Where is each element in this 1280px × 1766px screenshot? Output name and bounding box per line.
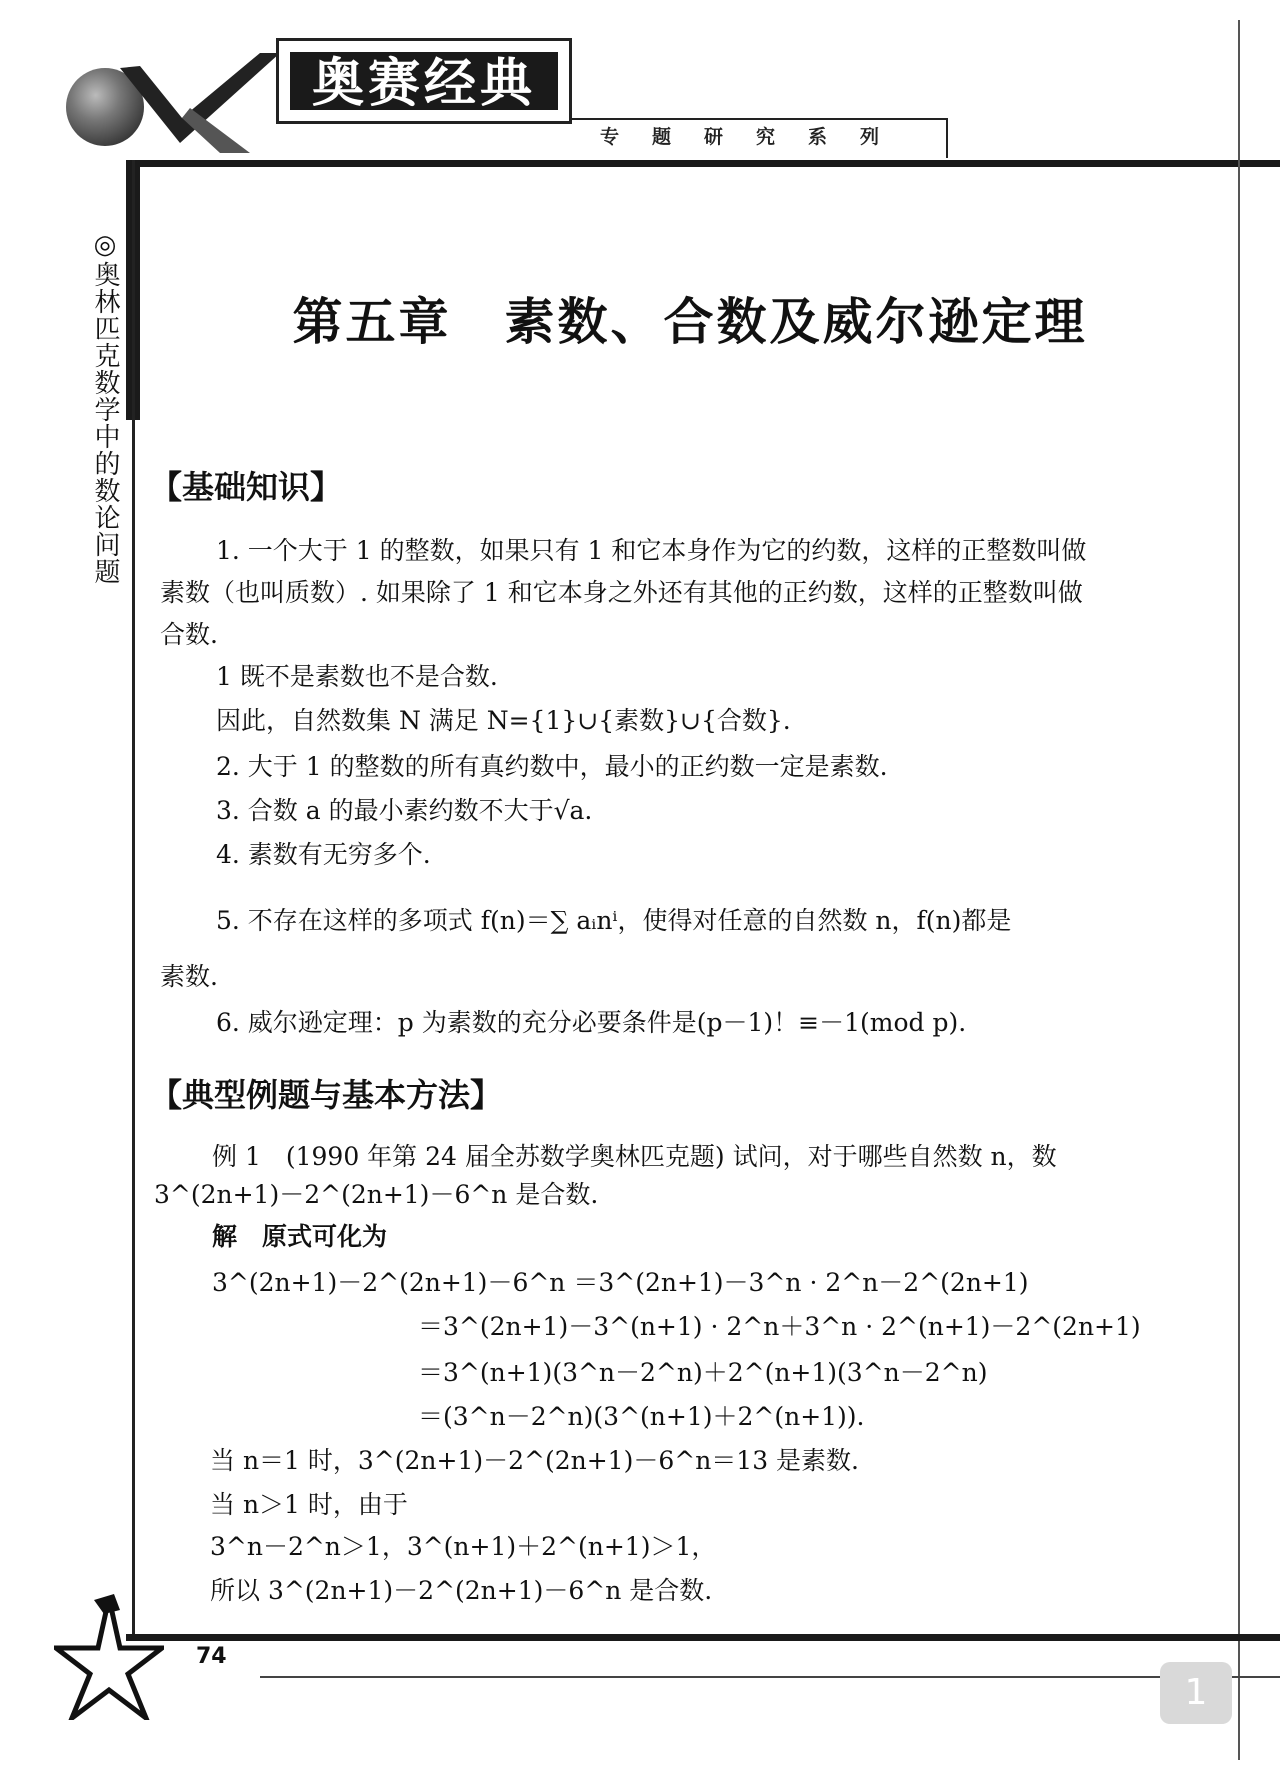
ribbon-icon xyxy=(110,48,290,158)
case-inequality: 3^n－2^n＞1，3^(n+1)＋2^(n+1)＞1， xyxy=(210,1532,717,1561)
case-n-equals-1: 当 n＝1 时，3^(2n+1)－2^(2n+1)－6^n＝13 是素数. xyxy=(210,1446,859,1475)
item-5-line-1: 5. 不存在这样的多项式 f(n)＝∑ aᵢnⁱ，使得对任意的自然数 n，f(n)都是 xyxy=(216,906,1012,935)
solution-label: 解 原式可化为 xyxy=(212,1222,388,1251)
note-2: 因此，自然数集 N 满足 N={1}∪{素数}∪{合数}. xyxy=(216,706,791,735)
example-1-line-2: 3^(2n+1)－2^(2n+1)－6^n 是合数. xyxy=(154,1180,599,1209)
frame-top-rule xyxy=(140,160,1280,167)
note-1: 1 既不是素数也不是合数. xyxy=(216,662,498,691)
item-5-line-2: 素数. xyxy=(160,962,218,991)
section-examples: 【典型例题与基本方法】 xyxy=(150,1076,503,1114)
equation-line-1: 3^(2n+1)－2^(2n+1)－6^n ＝3^(2n+1)－3^n · 2^n－2^(2n+1) xyxy=(212,1268,1029,1297)
page-badge[interactable]: 1 xyxy=(1160,1662,1232,1724)
star-icon xyxy=(54,1590,164,1720)
chapter-title: 第五章 素数、合数及威尔逊定理 xyxy=(292,292,1088,351)
equation-line-3: ＝3^(n+1)(3^n－2^n)＋2^(n+1)(3^n－2^n) xyxy=(418,1358,988,1387)
item-1-line-3: 合数. xyxy=(160,620,218,649)
page-number: 74 xyxy=(196,1644,227,1669)
frame-bottom-rule xyxy=(126,1634,1280,1641)
item-1-line-2: 素数（也叫质数）. 如果除了 1 和它本身之外还有其他的正约数，这样的正整数叫做 xyxy=(160,578,1083,607)
equation-line-2: ＝3^(2n+1)－3^(n+1) · 2^n＋3^n · 2^(n+1)－2^(2n+1) xyxy=(418,1312,1141,1341)
frame-left-rule xyxy=(132,160,135,1638)
frame-right-rule xyxy=(1238,20,1240,1760)
item-3: 3. 合数 a 的最小素约数不大于√a. xyxy=(216,796,593,825)
item-4: 4. 素数有无穷多个. xyxy=(216,840,431,869)
item-6-wilson: 6. 威尔逊定理：p 为素数的充分必要条件是(p－1)！≡－1(mod p). xyxy=(216,1008,967,1037)
side-book-title: ◎奥林匹克数学中的数论问题 xyxy=(90,230,120,585)
footer-rule xyxy=(260,1676,1280,1678)
item-1-line-1: 1. 一个大于 1 的整数，如果只有 1 和它本身作为它的约数，这样的正整数叫做 xyxy=(216,536,1087,565)
example-1-line-1: 例 1 (1990 年第 24 届全苏数学奥林匹克题) 试问，对于哪些自然数 n，数 xyxy=(212,1142,1057,1171)
case-n-greater-1: 当 n＞1 时，由于 xyxy=(210,1490,408,1519)
series-label: 专题研究系列 xyxy=(600,126,913,148)
brand-title: 奥赛经典 xyxy=(287,49,561,113)
brand-logo xyxy=(276,38,572,124)
equation-line-4: ＝(3^n－2^n)(3^(n+1)＋2^(n+1)). xyxy=(418,1402,865,1431)
conclusion: 所以 3^(2n+1)－2^(2n+1)－6^n 是合数. xyxy=(210,1576,713,1605)
section-basic-knowledge: 【基础知识】 xyxy=(150,468,343,506)
item-2: 2. 大于 1 的整数的所有真约数中，最小的正约数一定是素数. xyxy=(216,752,888,781)
